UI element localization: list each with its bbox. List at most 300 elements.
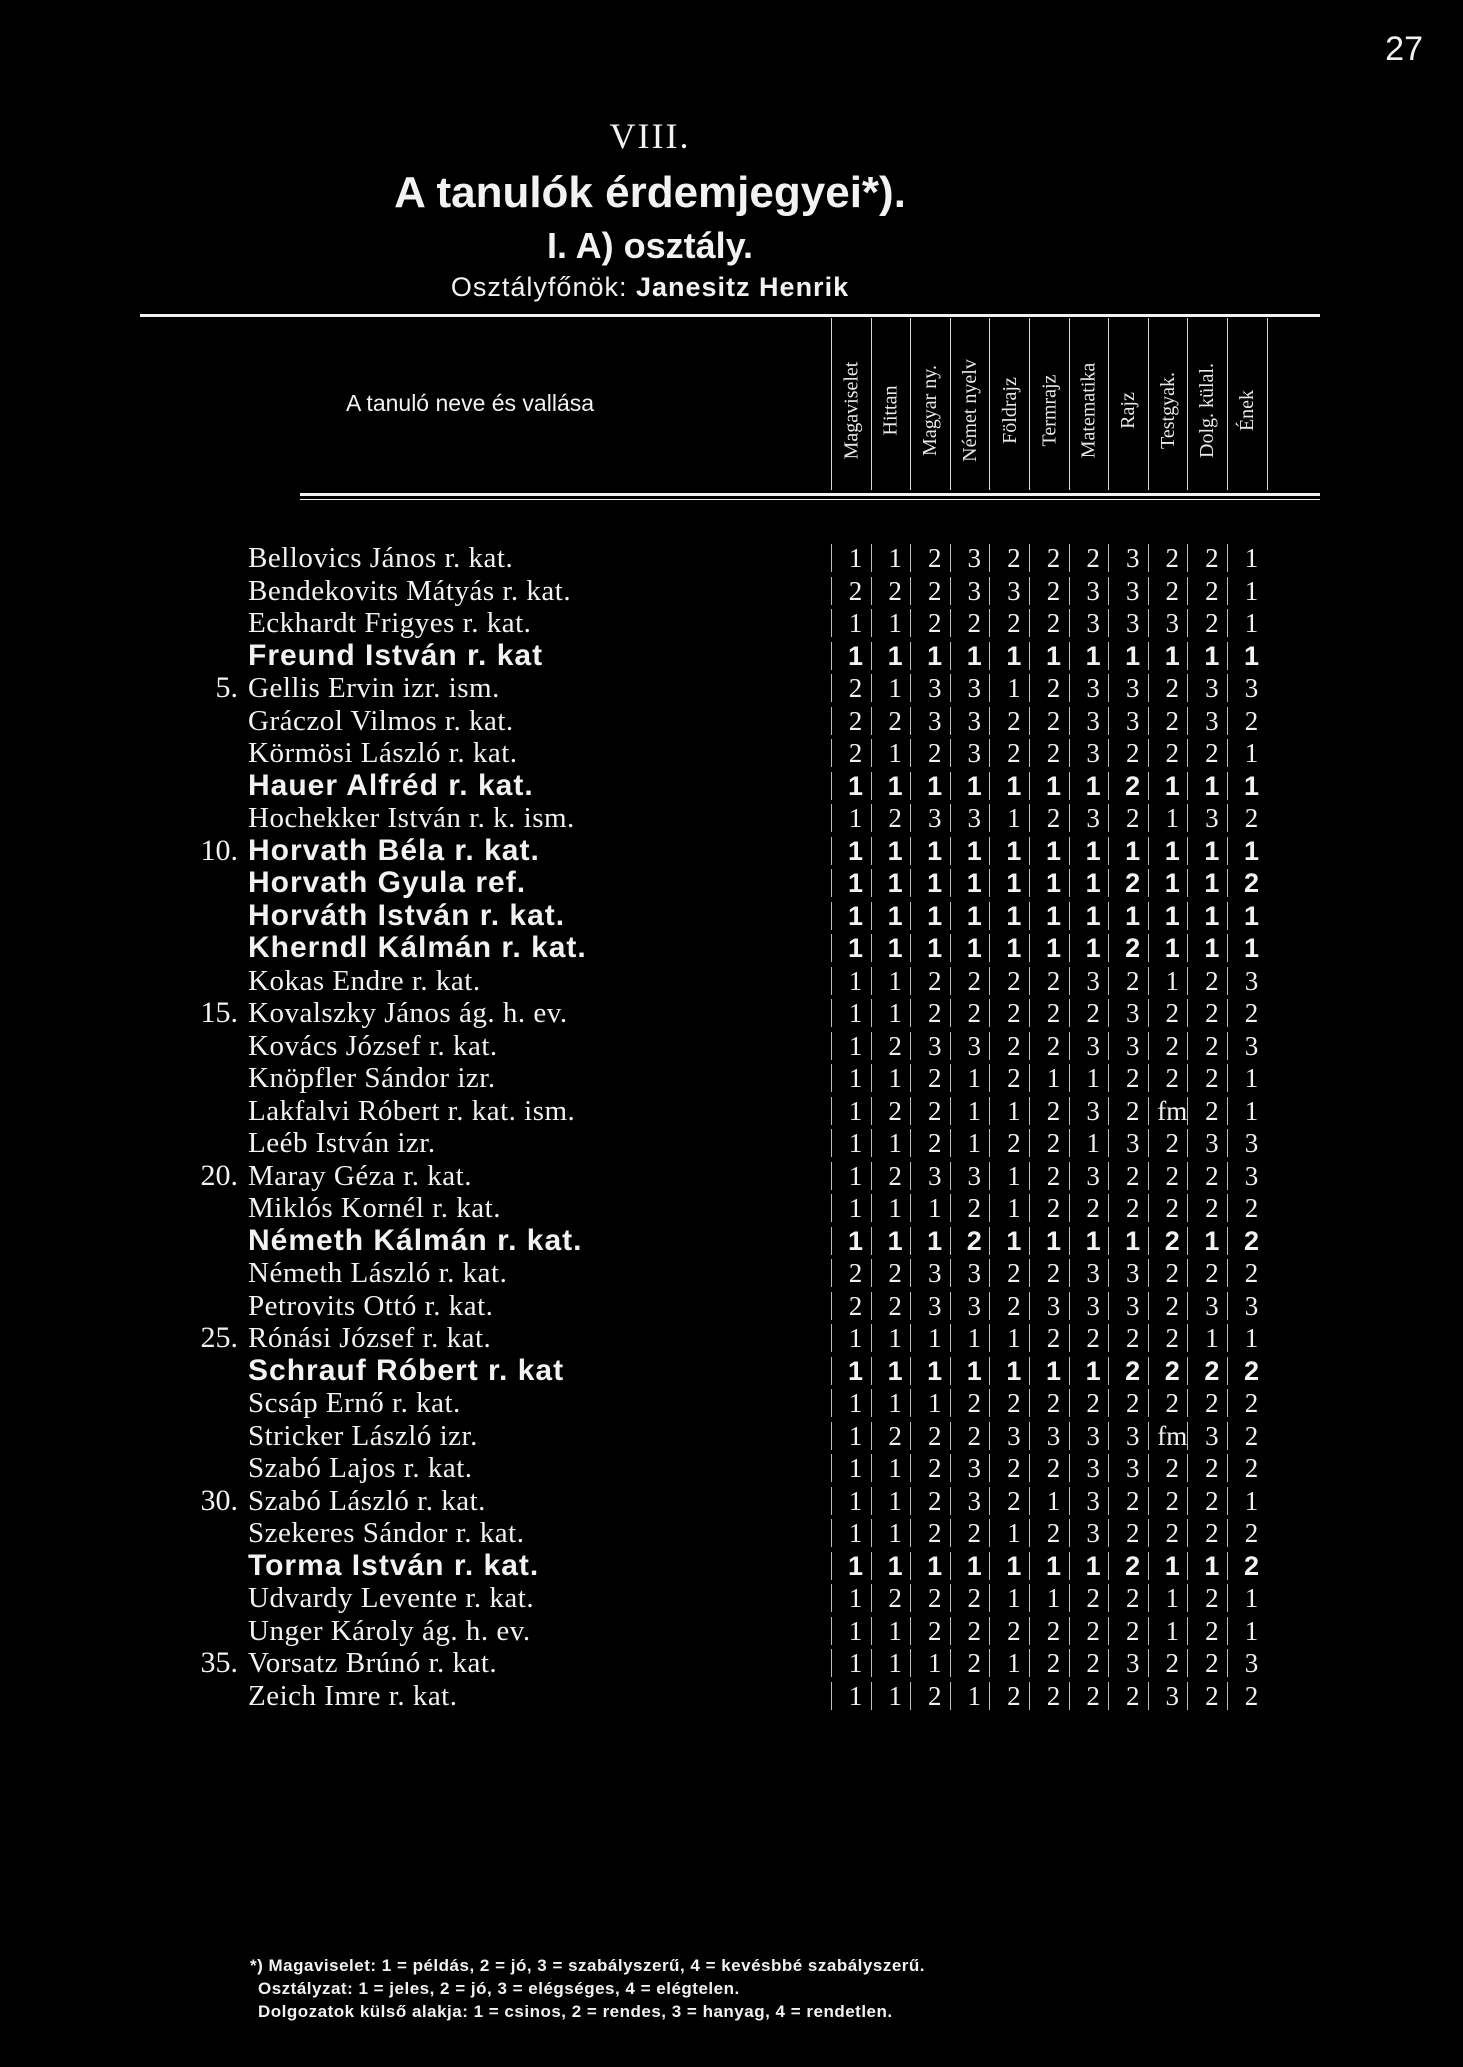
cell-divider [871,934,872,962]
grade-cell: 3 [1125,673,1140,703]
cell-divider [1069,674,1070,702]
subject-header-label: Magaviselet [840,361,862,459]
cell-divider [950,609,951,637]
grade-cell: 3 [1205,1128,1219,1158]
grade-cell: 2 [967,1420,982,1451]
cell-divider [1187,869,1188,897]
grade-cell: 3 [1205,705,1219,736]
cell-divider [871,999,872,1027]
cell-divider [1108,967,1109,995]
grade-cell: 1 [1086,1063,1100,1093]
grade-cell: 1 [1243,835,1260,866]
table-row [0,963,1463,999]
grade-cell: 1 [966,1550,982,1581]
cell-divider [910,577,911,605]
cell-divider [1108,1454,1109,1482]
grade-cell: 3 [1125,998,1140,1028]
grade-cell: 3 [1205,1290,1219,1321]
grade-cell: 1 [1204,1225,1220,1256]
cell-divider [1227,772,1228,800]
cell-divider [1187,1292,1188,1320]
grade-cell: 2 [1205,965,1219,996]
grade-cell: 1 [1007,803,1021,833]
cell-divider [831,869,832,897]
cell-divider [950,577,951,605]
cell-divider [989,1097,990,1125]
cell-divider [1069,1617,1070,1645]
table-row [0,1483,1463,1519]
grade-cell: 1 [1006,1550,1022,1581]
cell-divider [1069,1357,1070,1385]
grade-cell: 1 [1165,1615,1180,1646]
column-separator [1267,318,1268,490]
cell-divider [1227,934,1228,962]
grade-cell: 2 [1165,1063,1180,1093]
grade-cell: 3 [1244,1290,1259,1321]
cell-divider [1148,1552,1149,1580]
grade-cell: 1 [1164,900,1180,931]
cell-divider [989,1259,990,1287]
cell-divider [1108,1357,1109,1385]
grade-cell: 2 [1165,998,1180,1028]
cell-divider [950,1649,951,1677]
table-row [0,1190,1463,1226]
cell-divider [1148,609,1149,637]
grade-cell: 2 [1086,998,1100,1028]
cell-divider [910,967,911,995]
cell-divider [1029,837,1030,865]
grade-cell: 2 [1125,738,1140,768]
cell-divider [1148,1389,1149,1417]
cell-divider [1108,1552,1109,1580]
cell-divider [1108,1682,1109,1710]
grade-cell: 3 [1086,608,1100,638]
cell-divider [1108,1064,1109,1092]
cell-divider [910,1324,911,1352]
grade-cell: 2 [1007,1680,1021,1711]
cell-divider [950,1519,951,1547]
cell-divider [871,642,872,670]
grade-cell: 3 [927,673,942,703]
cell-divider [1029,609,1030,637]
cell-divider [871,1097,872,1125]
grade-cell: 1 [927,933,943,963]
cell-divider [1029,1129,1030,1157]
table-row [0,1125,1463,1161]
cell-divider [871,1194,872,1222]
cell-divider [1148,1422,1149,1450]
cell-divider [950,1097,951,1125]
grade-cell: 1 [848,803,863,833]
cell-divider [1187,1194,1188,1222]
cell-divider [950,837,951,865]
grade-cell: 1 [1164,1550,1180,1581]
cell-divider [1029,674,1030,702]
grade-cell: 1 [1125,1225,1141,1256]
grade-cell: 2 [1007,1258,1021,1288]
table-row [0,800,1463,836]
class-teacher [0,272,1300,303]
grade-cell: 3 [927,1160,942,1191]
grade-cell: 2 [1205,608,1219,638]
cell-divider [1108,707,1109,735]
grade-cell: 1 [1204,900,1220,931]
cell-divider [1108,1032,1109,1060]
cell-divider [989,1129,990,1157]
cell-divider [1108,1487,1109,1515]
cell-divider [950,1487,951,1515]
table-row [0,1515,1463,1551]
grade-cell: 1 [927,1323,942,1353]
cell-divider [831,1292,832,1320]
cell-divider [989,577,990,605]
grade-cell: 2 [1244,1193,1259,1223]
cell-divider [910,1454,911,1482]
grade-cell: 2 [1046,1615,1061,1646]
grade-cell: 3 [927,1030,942,1061]
grade-cell: 2 [927,1485,942,1516]
grade-cell: 2 [1046,738,1061,768]
student-name: Kherndl Kálmán r. kat. [248,931,587,964]
grade-cell: 1 [1007,1648,1021,1678]
table-row [0,1060,1463,1096]
subject-header [1149,330,1188,490]
cell-divider [1069,1552,1070,1580]
grade-cell: 3 [1205,803,1219,833]
cell-divider [871,1422,872,1450]
cell-divider [871,1584,872,1612]
grade-cell: 2 [1243,1355,1260,1386]
grade-cell: 1 [887,640,903,671]
cell-divider [1227,609,1228,637]
subject-header [911,330,950,490]
grade-cell: 1 [1165,965,1180,996]
grade-cell: 2 [1244,1388,1259,1418]
grade-cell: 1 [966,868,982,898]
grade-cell: 1 [927,1550,943,1581]
cell-divider [1108,1519,1109,1547]
cell-divider [1029,1097,1030,1125]
grade-cell: 2 [1086,1583,1100,1613]
cell-divider [1148,902,1149,930]
grade-cell: 1 [888,1453,902,1483]
grade-cell: 2 [1165,1193,1180,1223]
grade-cell: 1 [1085,640,1101,671]
grade-cell: 3 [1165,608,1180,638]
cell-divider [1108,772,1109,800]
footnote-line: *) Magaviselet: 1 = példás, 2 = jó, 3 = szabályszerű, 4 = kevésbbé szabályszerű. [250,1956,925,1975]
cell-divider [1148,577,1149,605]
column-separator [871,318,872,490]
cell-divider [950,1324,951,1352]
cell-divider [1227,739,1228,767]
cell-divider [1029,1487,1030,1515]
grade-cell: 3 [1125,705,1140,736]
cell-divider [1148,869,1149,897]
cell-divider [1227,967,1228,995]
grade-cell: 1 [847,900,864,931]
cell-divider [1069,772,1070,800]
cell-divider [871,772,872,800]
grade-cell: 3 [1086,1160,1100,1191]
cell-divider [989,1584,990,1612]
grade-cell: 2 [1205,1095,1219,1126]
cell-divider [1187,1454,1188,1482]
cell-divider [1029,707,1030,735]
grade-cell: 2 [1007,1030,1021,1061]
student-name: Bendekovits Mátyás r. kat. [248,574,572,607]
cell-divider [1148,1292,1149,1320]
grade-cell: 1 [927,1355,943,1386]
cell-divider [1108,674,1109,702]
grade-cell: 2 [1046,608,1061,638]
cell-divider [910,869,911,897]
cell-divider [1069,1194,1070,1222]
column-separator [1069,318,1070,490]
cell-divider [1029,1584,1030,1612]
cell-divider [1069,1389,1070,1417]
grade-cell: 1 [1085,933,1101,963]
table-row [0,898,1463,934]
grade-cell: 2 [1205,1388,1219,1418]
cell-divider [1069,1487,1070,1515]
subject-header-label: Termrajz [1038,374,1061,446]
student-name: Hauer Alfréd r. kat. [248,768,534,802]
grade-cell: 3 [967,1160,982,1191]
cell-divider [1069,1064,1070,1092]
cell-divider [910,1032,911,1060]
grade-cell: 2 [1086,1193,1100,1223]
cell-divider [871,1357,872,1385]
cell-divider [871,1324,872,1352]
cell-divider [1187,577,1188,605]
grade-cell: 2 [1125,1063,1140,1093]
cell-divider [910,934,911,962]
grade-cell: 1 [1244,543,1259,573]
column-separator [950,318,951,490]
cell-divider [831,1454,832,1482]
cell-divider [989,902,990,930]
grade-cell: 2 [967,965,982,996]
cell-divider [1029,1552,1030,1580]
grade-cell: 2 [848,738,863,768]
cell-divider [1108,1584,1109,1612]
grade-cell: 2 [1086,1648,1100,1678]
grade-cell: 1 [1045,770,1062,801]
grade-cell: 1 [848,1323,863,1353]
cell-divider [831,544,832,572]
cell-divider [1069,837,1070,865]
grade-cell: 1 [848,1680,863,1711]
grade-cell: 2 [1086,1615,1100,1646]
grade-cell: 2 [967,1583,982,1613]
student-name: Petrovits Ottó r. kat. [248,1289,494,1322]
grade-cell: 1 [927,640,943,671]
cell-divider [831,1324,832,1352]
cell-divider [1187,1519,1188,1547]
student-name: Bellovics János r. kat. [248,542,514,574]
grade-cell: 2 [1244,1680,1259,1711]
grade-cell: 3 [927,803,942,833]
grade-cell: 1 [1045,835,1062,866]
cell-divider [831,1487,832,1515]
cell-divider [1029,1194,1030,1222]
cell-divider [831,1649,832,1677]
cell-divider [989,837,990,865]
cell-divider [950,707,951,735]
cell-divider [1029,1032,1030,1060]
grade-cell: 1 [847,770,864,801]
grade-cell: 1 [888,998,902,1028]
grade-cell: 3 [967,803,982,833]
grade-cell: 1 [888,1063,902,1093]
cell-divider [1227,1292,1228,1320]
grade-cell: 3 [1007,575,1021,606]
cell-divider [910,1617,911,1645]
cell-divider [910,1097,911,1125]
cell-divider [831,1227,832,1255]
cell-divider [1029,1324,1030,1352]
grade-cell: 2 [1165,1388,1180,1418]
cell-divider [831,1097,832,1125]
grade-cell: 1 [887,900,903,931]
cell-divider [831,1357,832,1385]
grade-cell: 1 [966,1355,982,1386]
grade-cell: 1 [1243,640,1260,671]
student-name: Torma István r. kat. [248,1548,540,1582]
cell-divider [1148,1162,1149,1190]
cell-divider [1108,837,1109,865]
grade-cell: 1 [927,1648,942,1678]
cell-divider [950,999,951,1027]
cell-divider [1148,1129,1149,1157]
grade-cell: 3 [1125,1453,1140,1483]
student-name: Gellis Ervin izr. ism. [248,672,500,704]
grade-cell: 2 [1205,1063,1219,1093]
cell-divider [989,1422,990,1450]
grade-cell: 1 [848,1030,863,1061]
grade-cell: 1 [888,1323,902,1353]
grade-cell: 2 [1244,803,1259,833]
cell-divider [1187,1389,1188,1417]
cell-divider [989,1617,990,1645]
grade-cell: 2 [1243,868,1260,898]
cell-divider [871,739,872,767]
cell-divider [1029,772,1030,800]
row-number: 5. [215,671,238,704]
cell-divider [1227,1519,1228,1547]
grade-cell: 2 [888,1160,902,1191]
grade-cell: 1 [848,1193,863,1223]
grade-cell: 2 [1205,1648,1219,1678]
cell-divider [910,1064,911,1092]
cell-divider [1187,544,1188,572]
cell-divider [871,902,872,930]
grade-cell: 3 [1086,705,1100,736]
grade-cell: 3 [1046,1290,1061,1321]
subject-header-label: Ének [1236,389,1258,431]
class-teacher-label: Osztályfőnök: [450,272,628,302]
cell-divider [1029,1357,1030,1385]
grade-cell: 3 [967,1290,982,1321]
cell-divider [831,674,832,702]
table-row [0,540,1463,576]
footnote-line: Dolgozatok külső alakja: 1 = csinos, 2 = rendes, 3 = hanyag, 4 = rendetlen. [258,2002,893,2021]
grade-cell: 3 [1165,1680,1180,1711]
cell-divider [1187,1162,1188,1190]
grade-cell: 2 [927,738,942,768]
student-name: Németh László r. kat. [248,1257,508,1289]
cell-divider [1029,1422,1030,1450]
grade-cell: 3 [927,1290,942,1321]
grade-cell: 1 [1205,1323,1219,1353]
grade-cell: 2 [927,1453,942,1483]
cell-divider [1187,642,1188,670]
grade-cell: 3 [1125,575,1140,606]
cell-divider [831,1032,832,1060]
cell-divider [1187,739,1188,767]
cell-divider [1069,609,1070,637]
grade-cell: 2 [1125,933,1141,963]
grade-cell: 2 [967,998,982,1028]
cell-divider [1227,1259,1228,1287]
cell-divider [989,1649,990,1677]
cell-divider [910,1259,911,1287]
grade-cell: 1 [1086,1128,1100,1158]
grade-cell: 2 [1205,1680,1219,1711]
grade-cell: 2 [1165,543,1180,573]
grade-cell: 1 [847,1355,864,1386]
grade-cell: fm [1157,1420,1188,1451]
cell-divider [1148,1454,1149,1482]
cell-divider [1187,707,1188,735]
cell-divider [1148,1682,1149,1710]
cell-divider [1148,707,1149,735]
grade-cell: 2 [1125,770,1141,801]
grade-cell: 1 [1006,1355,1022,1386]
grade-cell: 1 [1244,1063,1259,1093]
grade-cell: 2 [1165,1518,1180,1548]
grade-cell: 2 [1125,1680,1140,1711]
grade-cell: 1 [888,673,902,703]
row-number: 35. [200,1646,238,1679]
cell-divider [1227,1487,1228,1515]
grade-cell: 1 [1164,770,1180,801]
grade-cell: 1 [966,640,982,671]
grade-cell: 2 [1165,705,1180,736]
grade-cell: 2 [888,1290,902,1321]
grade-cell: 3 [1086,673,1100,703]
grade-cell: 2 [1165,1323,1180,1353]
grade-cell: 3 [1205,1420,1219,1451]
grade-cell: 3 [1125,608,1140,638]
cell-divider [910,1584,911,1612]
student-name: Freund István r. kat [248,638,544,672]
cell-divider [989,1292,990,1320]
cell-divider [831,772,832,800]
student-name: Eckhardt Frigyes r. kat. [248,607,532,639]
student-name: Knöpfler Sándor izr. [248,1062,496,1094]
student-name: Zeich Imre r. kat. [248,1679,458,1712]
grade-cell: 1 [1164,868,1180,898]
cell-divider [831,1552,832,1580]
cell-divider [831,1617,832,1645]
cell-divider [1187,1129,1188,1157]
cell-divider [831,1064,832,1092]
cell-divider [831,804,832,832]
cell-divider [831,739,832,767]
table-row [0,1158,1463,1194]
